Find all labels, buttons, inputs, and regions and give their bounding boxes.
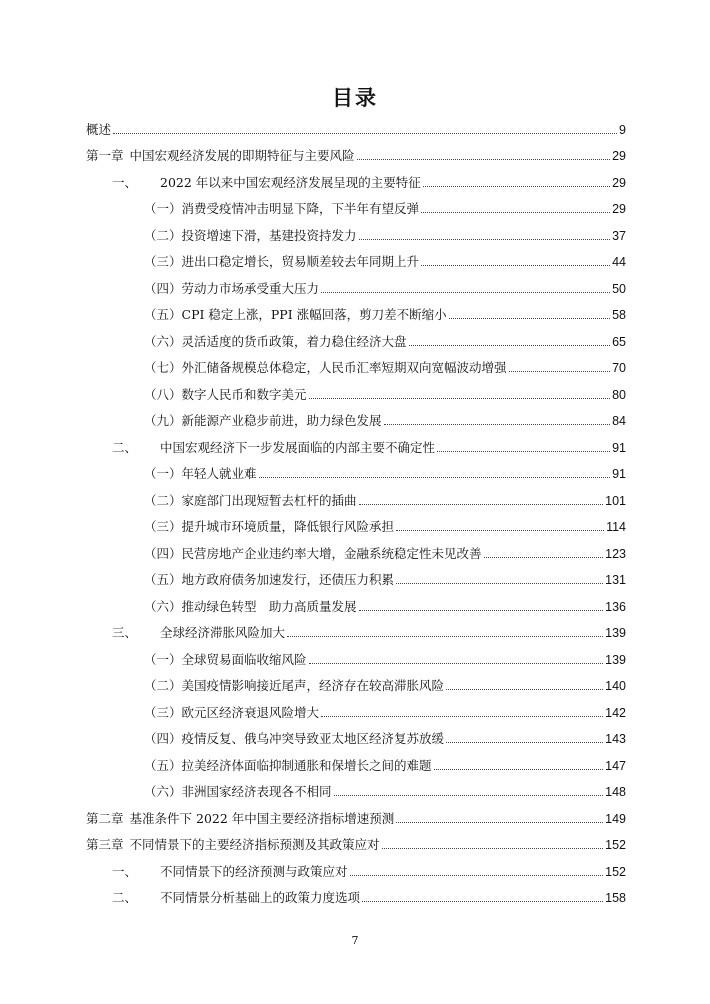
toc-entry-page: 70 <box>612 361 626 375</box>
dot-leader <box>334 795 604 796</box>
table-of-contents <box>86 110 626 905</box>
toc-entry[interactable] <box>86 428 626 455</box>
toc-entry-page: 142 <box>605 705 626 720</box>
dot-leader <box>434 769 604 770</box>
toc-entry-number: 一、 <box>112 174 138 190</box>
toc-entry-title: 美国疫情影响接近尾声，经济存在较高滞胀风险 <box>181 678 445 693</box>
toc-entry[interactable] <box>86 163 626 190</box>
dot-leader <box>321 292 610 293</box>
toc-entry[interactable] <box>86 640 626 667</box>
toc-entry-title: CPI 稳定上涨，PPI 涨幅回落，剪刀差不断缩小 <box>181 307 447 322</box>
toc-entry-title: 拉美经济体面临抑制通胀和保增长之间的难题 <box>181 757 432 773</box>
toc-entry-page: 58 <box>612 308 626 322</box>
toc-entry-number: 二、 <box>112 890 138 905</box>
toc-entry-title: 进出口稳定增长，贸易顺差较去年同期上升 <box>181 254 420 269</box>
toc-entry-page: 123 <box>605 546 626 561</box>
dot-leader <box>396 530 604 531</box>
toc-entry-number: （三） <box>144 704 182 720</box>
toc-entry-number: （五） <box>144 307 182 322</box>
toc-entry-number: （三） <box>144 254 182 269</box>
toc-entry-page: 37 <box>612 228 626 243</box>
toc-entry-number: （九） <box>144 413 182 428</box>
toc-entry-number: （一） <box>144 466 182 481</box>
dot-leader <box>359 504 604 505</box>
toc-entry-number: 第二章 <box>86 810 124 826</box>
toc-entry-title: 投资增速下滑，基建投资持发力 <box>181 227 357 243</box>
toc-entry-page: 91 <box>612 440 626 455</box>
toc-entry-title: 欧元区经济衰退风险增大 <box>181 704 320 720</box>
toc-entry[interactable] <box>86 534 626 561</box>
toc-entry[interactable] <box>86 614 626 641</box>
toc-entry-page: 152 <box>605 864 626 879</box>
toc-entry-title: 家庭部门出现短暂去杠杆的插曲 <box>181 492 357 508</box>
toc-entry-title: 新能源产业稳步前进，助力绿色发展 <box>181 413 382 428</box>
dot-leader <box>396 583 603 584</box>
dot-leader <box>357 159 611 160</box>
toc-entry-title: 外汇储备规模总体稳定，人民币汇率短期双向宽幅波动增强 <box>181 360 507 375</box>
toc-entry-number: （二） <box>144 678 182 693</box>
toc-entry-title: 不同情景分析基础上的政策力度选项 <box>160 890 361 905</box>
toc-entry-title: 全球贸易面临收缩风险 <box>181 651 307 667</box>
toc-entry-number: （四） <box>144 280 182 296</box>
toc-entry-page: 84 <box>612 414 626 428</box>
toc-entry-title: 地方政府债务加速发行，还债压力积累 <box>181 572 395 587</box>
toc-entry[interactable] <box>86 269 626 296</box>
toc-entry-page: 139 <box>605 652 626 667</box>
toc-entry-page: 158 <box>605 891 626 905</box>
toc-entry-number: （四） <box>144 731 182 746</box>
toc-entry-page: 114 <box>606 520 626 534</box>
toc-entry[interactable] <box>86 296 626 323</box>
toc-entry[interactable] <box>86 322 626 349</box>
dot-leader <box>509 371 611 372</box>
toc-entry[interactable] <box>86 561 626 588</box>
toc-entry-page: 50 <box>612 281 626 296</box>
toc-entry-number: （二） <box>144 492 182 508</box>
toc-entry-title: 中国宏观经济下一步发展面临的内部主要不确定性 <box>160 439 436 455</box>
toc-entry[interactable] <box>86 693 626 720</box>
page-number: 7 <box>351 934 359 947</box>
dot-leader <box>309 663 604 664</box>
dot-leader <box>421 265 610 266</box>
toc-entry-number: （一） <box>144 651 182 667</box>
toc-entry-page: 29 <box>612 149 626 163</box>
toc-entry-number: （二） <box>144 227 182 243</box>
dot-leader <box>350 875 604 876</box>
dot-leader <box>484 557 604 558</box>
dot-leader <box>384 424 611 425</box>
toc-entry-number: 第三章 <box>86 837 124 852</box>
toc-entry[interactable] <box>86 455 626 482</box>
dot-leader <box>421 212 610 213</box>
toc-entry-title: 年轻人就业难 <box>181 466 257 481</box>
toc-entry[interactable] <box>86 216 626 243</box>
dot-leader <box>446 689 603 690</box>
dot-leader <box>409 345 611 346</box>
toc-entry-number: （六） <box>144 598 182 614</box>
toc-entry-page: 131 <box>605 573 626 587</box>
toc-entry-page: 147 <box>605 758 626 773</box>
toc-entry-number: （八） <box>144 386 182 402</box>
toc-entry-title: 推动绿色转型 助力高质量发展 <box>181 598 357 614</box>
dot-leader <box>359 239 611 240</box>
toc-entry-page: 149 <box>605 811 626 826</box>
toc-entry-number: 二、 <box>112 439 138 455</box>
toc-entry-page: 44 <box>612 255 626 269</box>
toc-title: 目录 <box>332 86 378 110</box>
toc-entry[interactable] <box>86 402 626 429</box>
toc-entry[interactable] <box>86 852 626 879</box>
toc-entry-title: 2022 年以来中国宏观经济发展呈现的主要特征 <box>160 174 421 190</box>
toc-entry-page: 143 <box>605 732 626 746</box>
toc-entry[interactable] <box>86 508 626 535</box>
dot-leader <box>362 901 603 902</box>
toc-entry-page: 65 <box>612 334 626 349</box>
dot-leader <box>113 133 617 134</box>
toc-entry-title: 数字人民币和数字美元 <box>181 386 307 402</box>
toc-entry-page: 29 <box>612 175 626 190</box>
toc-entry[interactable] <box>86 110 626 137</box>
toc-entry[interactable] <box>86 587 626 614</box>
toc-entry[interactable] <box>86 720 626 747</box>
toc-entry-title: 全球经济滞胀风险加大 <box>160 625 286 640</box>
toc-entry-number: （三） <box>144 519 182 534</box>
toc-entry-number: 第一章 <box>86 148 124 163</box>
toc-entry-page: 101 <box>605 493 626 508</box>
toc-entry-title: 疫情反复、俄乌冲突导致亚太地区经济复苏放缓 <box>181 731 445 746</box>
toc-entry[interactable] <box>86 243 626 270</box>
dot-leader <box>437 451 610 452</box>
toc-entry-title: 灵活适度的货币政策，着力稳住经济大盘 <box>181 333 407 349</box>
dot-leader <box>382 848 604 849</box>
toc-entry-number: （四） <box>144 545 182 561</box>
toc-entry-title: 不同情景下的经济预测与政策应对 <box>160 863 348 879</box>
toc-entry-number: （六） <box>144 784 182 799</box>
toc-entry[interactable] <box>86 137 626 164</box>
toc-entry-number: （一） <box>144 201 182 216</box>
dot-leader <box>287 636 603 637</box>
toc-entry-title: 不同情景下的主要经济指标预测及其政策应对 <box>129 837 380 852</box>
dot-leader <box>446 742 603 743</box>
toc-entry-number: （五） <box>144 572 182 587</box>
toc-entry[interactable] <box>86 799 626 826</box>
dot-leader <box>309 398 611 399</box>
toc-entry[interactable] <box>86 375 626 402</box>
toc-entry-number: （五） <box>144 757 182 773</box>
toc-entry-title: 劳动力市场承受重大压力 <box>181 280 320 296</box>
toc-entry-page: 9 <box>619 122 626 137</box>
toc-entry-page: 148 <box>605 785 626 799</box>
toc-entry-number: （六） <box>144 333 182 349</box>
toc-entry-title: 非洲国家经济表现各不相同 <box>181 784 332 799</box>
dot-leader <box>359 610 604 611</box>
dot-leader <box>321 716 603 717</box>
toc-entry-page: 140 <box>605 679 626 693</box>
toc-entry-title: 提升城市环境质量，降低银行风险承担 <box>181 519 395 534</box>
dot-leader <box>259 477 611 478</box>
toc-entry-title: 基准条件下 2022 年中国主要经济指标增速预测 <box>129 810 395 826</box>
toc-entry-page: 139 <box>605 626 626 640</box>
toc-entry[interactable] <box>86 879 626 906</box>
toc-entry-title: 概述 <box>86 121 112 137</box>
toc-entry[interactable] <box>86 667 626 694</box>
toc-entry-number: （七） <box>144 360 182 375</box>
toc-entry-title: 消费受疫情冲击明显下降，下半年有望反弹 <box>181 201 420 216</box>
toc-entry-number: 三、 <box>112 625 138 640</box>
toc-entry-number: 一、 <box>112 863 138 879</box>
toc-entry-title: 民营房地产企业违约率大增，金融系统稳定性未见改善 <box>181 545 482 561</box>
toc-entry[interactable] <box>86 481 626 508</box>
dot-leader <box>449 318 610 319</box>
toc-entry[interactable] <box>86 190 626 217</box>
toc-entry-page: 152 <box>605 838 626 852</box>
toc-entry-page: 91 <box>612 467 626 481</box>
toc-entry[interactable] <box>86 773 626 800</box>
toc-entry[interactable] <box>86 826 626 853</box>
dot-leader <box>423 186 610 187</box>
dot-leader <box>396 822 603 823</box>
toc-entry-title: 中国宏观经济发展的即期特征与主要风险 <box>129 148 355 163</box>
toc-entry[interactable] <box>86 746 626 773</box>
toc-entry-page: 29 <box>612 202 626 216</box>
toc-entry[interactable] <box>86 349 626 376</box>
toc-entry-page: 80 <box>612 387 626 402</box>
toc-entry-page: 136 <box>605 599 626 614</box>
